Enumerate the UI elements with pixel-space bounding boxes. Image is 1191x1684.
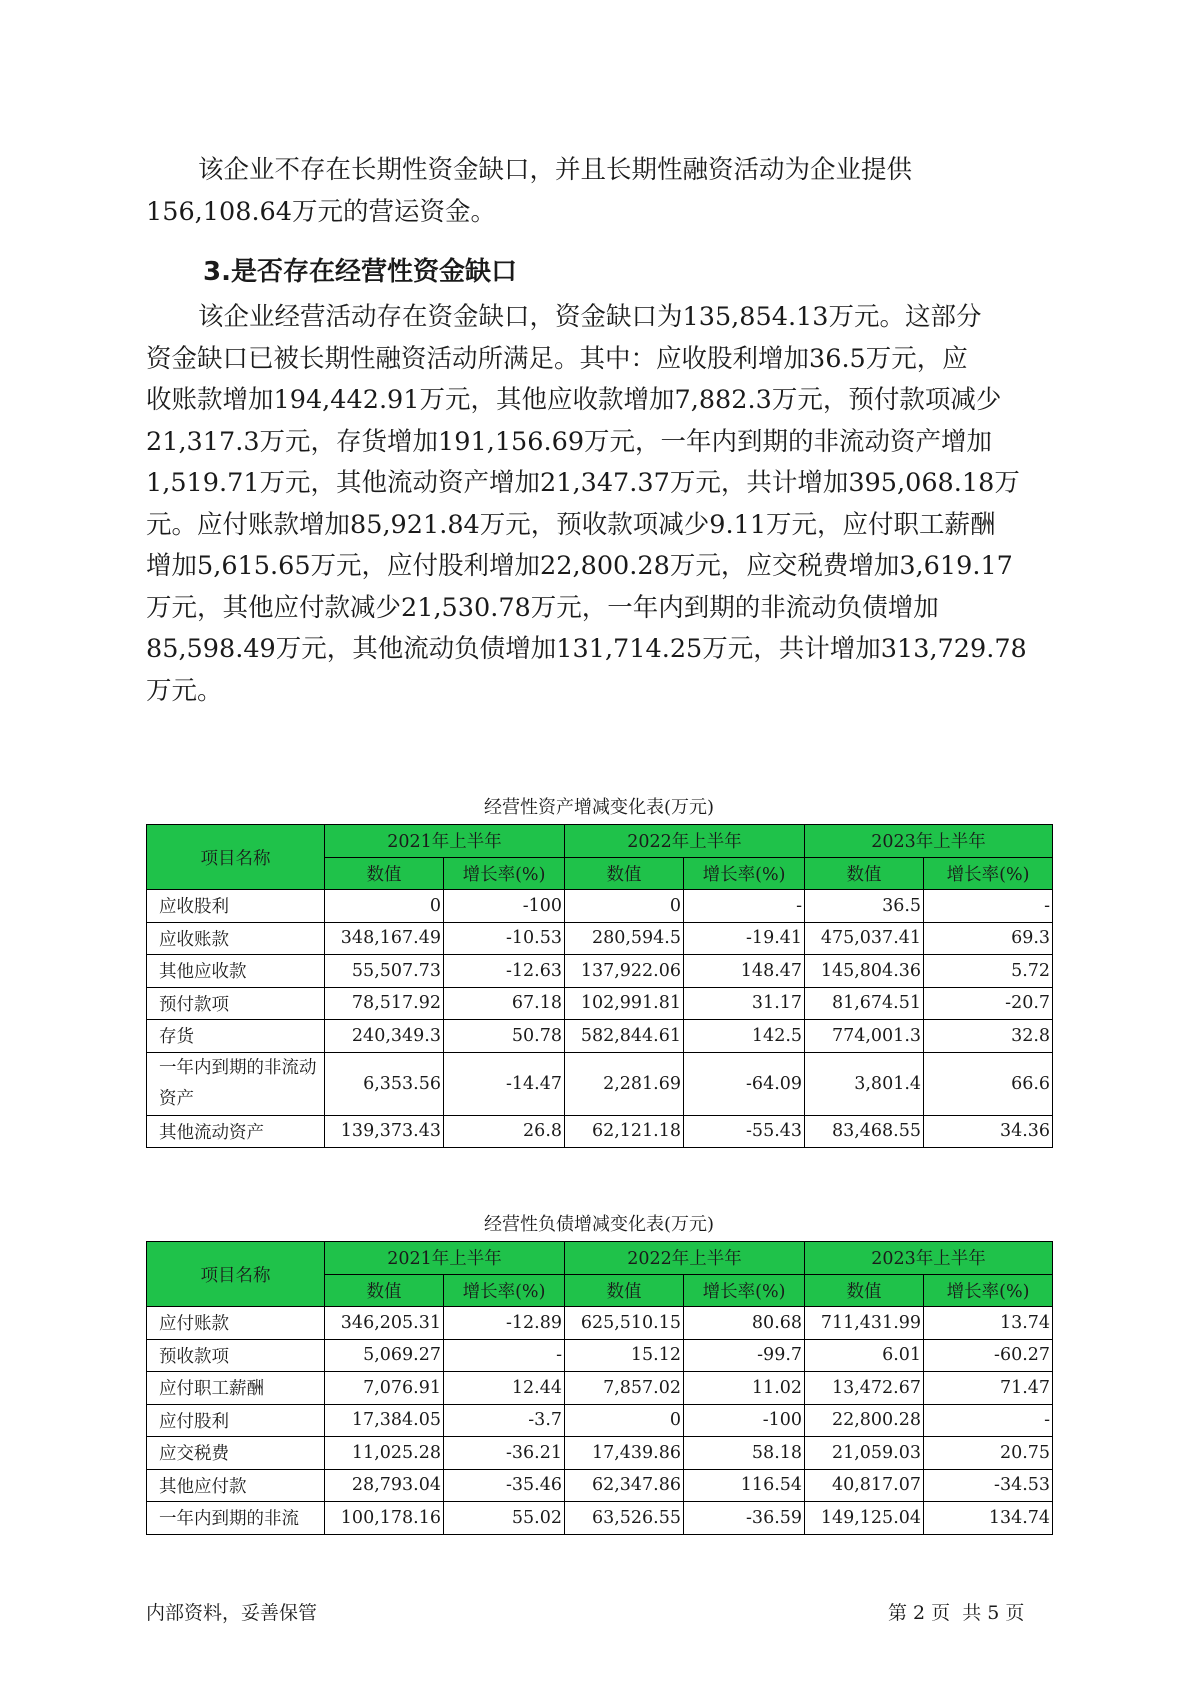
value-cell: 21,059.03 bbox=[805, 1437, 924, 1470]
growth-cell: 66.6 bbox=[924, 1052, 1053, 1115]
value-cell: 625,510.15 bbox=[565, 1307, 684, 1340]
row-item-name: 应交税费 bbox=[147, 1437, 325, 1470]
growth-header: 增长率(%) bbox=[684, 857, 805, 890]
item-name-header: 项目名称 bbox=[147, 825, 325, 890]
year-header-2022: 2022年上半年 bbox=[565, 1242, 805, 1275]
growth-cell: -35.46 bbox=[444, 1469, 565, 1502]
table-row bbox=[147, 922, 1053, 955]
value-header: 数值 bbox=[325, 1274, 444, 1307]
growth-cell: 71.47 bbox=[924, 1372, 1053, 1405]
growth-header: 增长率(%) bbox=[444, 1274, 565, 1307]
value-cell: 2,281.69 bbox=[565, 1052, 684, 1115]
row-item-name: 一年内到期的非流动资产 bbox=[147, 1052, 325, 1115]
table-row bbox=[147, 1052, 1053, 1115]
table-row bbox=[147, 1339, 1053, 1372]
value-cell: 7,076.91 bbox=[325, 1372, 444, 1405]
gap-line: 1,519.71万元，其他流动资产增加21,347.37万元，共计增加395,068.18万 bbox=[146, 468, 1020, 498]
growth-cell: -19.41 bbox=[684, 922, 805, 955]
table-header-row bbox=[147, 1242, 1053, 1275]
row-item-name: 预付款项 bbox=[147, 987, 325, 1020]
year-header-2021: 2021年上半年 bbox=[325, 1242, 565, 1275]
row-item-name: 应付股利 bbox=[147, 1404, 325, 1437]
value-cell: 280,594.5 bbox=[565, 922, 684, 955]
table-row bbox=[147, 1020, 1053, 1053]
value-cell: 81,674.51 bbox=[805, 987, 924, 1020]
value-cell: 55,507.73 bbox=[325, 955, 444, 988]
table-row bbox=[147, 1115, 1053, 1148]
growth-cell: - bbox=[924, 890, 1053, 923]
year-header-2023: 2023年上半年 bbox=[805, 1242, 1053, 1275]
growth-cell: 20.75 bbox=[924, 1437, 1053, 1470]
value-cell: 62,121.18 bbox=[565, 1115, 684, 1148]
value-cell: 63,526.55 bbox=[565, 1502, 684, 1535]
growth-cell: 148.47 bbox=[684, 955, 805, 988]
value-cell: 475,037.41 bbox=[805, 922, 924, 955]
item-name-header: 项目名称 bbox=[147, 1242, 325, 1307]
row-item-name: 其他应收款 bbox=[147, 955, 325, 988]
gap-paragraph bbox=[146, 297, 1052, 712]
value-cell: 83,468.55 bbox=[805, 1115, 924, 1148]
value-cell: 137,922.06 bbox=[565, 955, 684, 988]
row-item-name: 应付职工薪酬 bbox=[147, 1372, 325, 1405]
row-item-name: 一年内到期的非流 bbox=[147, 1502, 325, 1535]
value-cell: 13,472.67 bbox=[805, 1372, 924, 1405]
row-item-name: 其他流动资产 bbox=[147, 1115, 325, 1148]
table-row bbox=[147, 955, 1053, 988]
row-item-name: 应收账款 bbox=[147, 922, 325, 955]
growth-cell: 32.8 bbox=[924, 1020, 1053, 1053]
gap-line: 该企业经营活动存在资金缺口，资金缺口为135,854.13万元。这部分 bbox=[198, 302, 982, 332]
growth-cell: -64.09 bbox=[684, 1052, 805, 1115]
growth-cell: -12.63 bbox=[444, 955, 565, 988]
growth-cell: 31.17 bbox=[684, 987, 805, 1020]
value-cell: 100,178.16 bbox=[325, 1502, 444, 1535]
value-cell: 0 bbox=[565, 1404, 684, 1437]
asset-table bbox=[146, 824, 1053, 1148]
growth-cell: 26.8 bbox=[444, 1115, 565, 1148]
growth-cell: -100 bbox=[684, 1404, 805, 1437]
growth-cell: -34.53 bbox=[924, 1469, 1053, 1502]
value-cell: 7,857.02 bbox=[565, 1372, 684, 1405]
row-item-name: 应付账款 bbox=[147, 1307, 325, 1340]
row-item-name: 其他应付款 bbox=[147, 1469, 325, 1502]
growth-header: 增长率(%) bbox=[924, 1274, 1053, 1307]
growth-cell: - bbox=[924, 1404, 1053, 1437]
growth-cell: -14.47 bbox=[444, 1052, 565, 1115]
value-cell: 40,817.07 bbox=[805, 1469, 924, 1502]
section-heading: 3.是否存在经营性资金缺口 bbox=[203, 257, 517, 287]
value-cell: 5,069.27 bbox=[325, 1339, 444, 1372]
value-cell: 36.5 bbox=[805, 890, 924, 923]
row-item-name: 存货 bbox=[147, 1020, 325, 1053]
growth-cell: - bbox=[444, 1339, 565, 1372]
growth-cell: 58.18 bbox=[684, 1437, 805, 1470]
growth-cell: 13.74 bbox=[924, 1307, 1053, 1340]
growth-cell: - bbox=[684, 890, 805, 923]
value-header: 数值 bbox=[565, 857, 684, 890]
growth-cell: -3.7 bbox=[444, 1404, 565, 1437]
gap-line: 85,598.49万元，其他流动负债增加131,714.25万元，共计增加313,729.78 bbox=[146, 634, 1027, 664]
value-cell: 22,800.28 bbox=[805, 1404, 924, 1437]
growth-cell: -12.89 bbox=[444, 1307, 565, 1340]
gap-line: 万元，其他应付款减少21,530.78万元，一年内到期的非流动负债增加 bbox=[146, 592, 939, 623]
row-item-name: 预收款项 bbox=[147, 1339, 325, 1372]
gap-line: 万元。 bbox=[146, 675, 223, 706]
growth-header: 增长率(%) bbox=[684, 1274, 805, 1307]
year-header-2022: 2022年上半年 bbox=[565, 825, 805, 858]
growth-cell: -20.7 bbox=[924, 987, 1053, 1020]
value-cell: 11,025.28 bbox=[325, 1437, 444, 1470]
value-cell: 0 bbox=[565, 890, 684, 923]
growth-cell: 116.54 bbox=[684, 1469, 805, 1502]
table-row bbox=[147, 1469, 1053, 1502]
value-cell: 139,373.43 bbox=[325, 1115, 444, 1148]
liability-table-body bbox=[147, 1307, 1053, 1535]
value-cell: 774,001.3 bbox=[805, 1020, 924, 1053]
growth-cell: 142.5 bbox=[684, 1020, 805, 1053]
growth-cell: -60.27 bbox=[924, 1339, 1053, 1372]
liability-table-caption: 经营性负债增减变化表(万元) bbox=[483, 1214, 715, 1235]
value-cell: 6.01 bbox=[805, 1339, 924, 1372]
intro-line-1: 该企业不存在长期性资金缺口，并且长期性融资活动为企业提供 bbox=[198, 155, 913, 185]
row-item-name: 应收股利 bbox=[147, 890, 325, 923]
growth-cell: -36.59 bbox=[684, 1502, 805, 1535]
footer-confidential-note: 内部资料，妥善保管 bbox=[146, 1602, 318, 1624]
gap-line: 资金缺口已被长期性融资活动所满足。其中：应收股利增加36.5万元，应 bbox=[146, 343, 968, 374]
value-cell: 145,804.36 bbox=[805, 955, 924, 988]
value-cell: 102,991.81 bbox=[565, 987, 684, 1020]
asset-table-caption: 经营性资产增减变化表(万元) bbox=[483, 797, 715, 818]
value-header: 数值 bbox=[805, 1274, 924, 1307]
table-row bbox=[147, 1404, 1053, 1437]
value-cell: 17,439.86 bbox=[565, 1437, 684, 1470]
value-cell: 711,431.99 bbox=[805, 1307, 924, 1340]
value-cell: 3,801.4 bbox=[805, 1052, 924, 1115]
growth-header: 增长率(%) bbox=[444, 857, 565, 890]
year-header-2023: 2023年上半年 bbox=[805, 825, 1053, 858]
value-cell: 28,793.04 bbox=[325, 1469, 444, 1502]
value-header: 数值 bbox=[325, 857, 444, 890]
gap-line: 元。应付账款增加85,921.84万元，预收款项减少9.11万元，应付职工薪酬 bbox=[146, 509, 996, 540]
table-row bbox=[147, 1307, 1053, 1340]
value-cell: 149,125.04 bbox=[805, 1502, 924, 1535]
gap-line: 收账款增加194,442.91万元，其他应收款增加7,882.3万元，预付款项减少 bbox=[146, 385, 1002, 415]
value-cell: 0 bbox=[325, 890, 444, 923]
growth-cell: -100 bbox=[444, 890, 565, 923]
value-cell: 78,517.92 bbox=[325, 987, 444, 1020]
footer-page-number: 第 2 页 共 5 页 bbox=[888, 1602, 1025, 1624]
growth-cell: 67.18 bbox=[444, 987, 565, 1020]
growth-cell: -10.53 bbox=[444, 922, 565, 955]
value-cell: 346,205.31 bbox=[325, 1307, 444, 1340]
gap-line: 21,317.3万元，存货增加191,156.69万元，一年内到期的非流动资产增加 bbox=[146, 426, 993, 457]
growth-cell: 34.36 bbox=[924, 1115, 1053, 1148]
growth-cell: 134.74 bbox=[924, 1502, 1053, 1535]
table-row bbox=[147, 1372, 1053, 1405]
liability-table bbox=[146, 1241, 1053, 1535]
value-cell: 6,353.56 bbox=[325, 1052, 444, 1115]
table-row bbox=[147, 987, 1053, 1020]
year-header-2021: 2021年上半年 bbox=[325, 825, 565, 858]
value-header: 数值 bbox=[565, 1274, 684, 1307]
value-cell: 17,384.05 bbox=[325, 1404, 444, 1437]
value-header: 数值 bbox=[805, 857, 924, 890]
intro-paragraph bbox=[146, 150, 1052, 233]
growth-cell: 69.3 bbox=[924, 922, 1053, 955]
growth-cell: 55.02 bbox=[444, 1502, 565, 1535]
value-cell: 15.12 bbox=[565, 1339, 684, 1372]
value-cell: 62,347.86 bbox=[565, 1469, 684, 1502]
table-header-row bbox=[147, 825, 1053, 858]
gap-line: 增加5,615.65万元，应付股利增加22,800.28万元，应交税费增加3,619.17 bbox=[146, 551, 1013, 581]
growth-cell: 80.68 bbox=[684, 1307, 805, 1340]
growth-cell: -55.43 bbox=[684, 1115, 805, 1148]
asset-table-body bbox=[147, 890, 1053, 1148]
value-cell: 348,167.49 bbox=[325, 922, 444, 955]
intro-line-2: 156,108.64万元的营运资金。 bbox=[146, 196, 497, 227]
growth-cell: 12.44 bbox=[444, 1372, 565, 1405]
growth-header: 增长率(%) bbox=[924, 857, 1053, 890]
table-row bbox=[147, 890, 1053, 923]
growth-cell: -36.21 bbox=[444, 1437, 565, 1470]
value-cell: 582,844.61 bbox=[565, 1020, 684, 1053]
value-cell: 240,349.3 bbox=[325, 1020, 444, 1053]
growth-cell: 11.02 bbox=[684, 1372, 805, 1405]
table-row bbox=[147, 1437, 1053, 1470]
growth-cell: -99.7 bbox=[684, 1339, 805, 1372]
growth-cell: 5.72 bbox=[924, 955, 1053, 988]
table-row bbox=[147, 1502, 1053, 1535]
growth-cell: 50.78 bbox=[444, 1020, 565, 1053]
